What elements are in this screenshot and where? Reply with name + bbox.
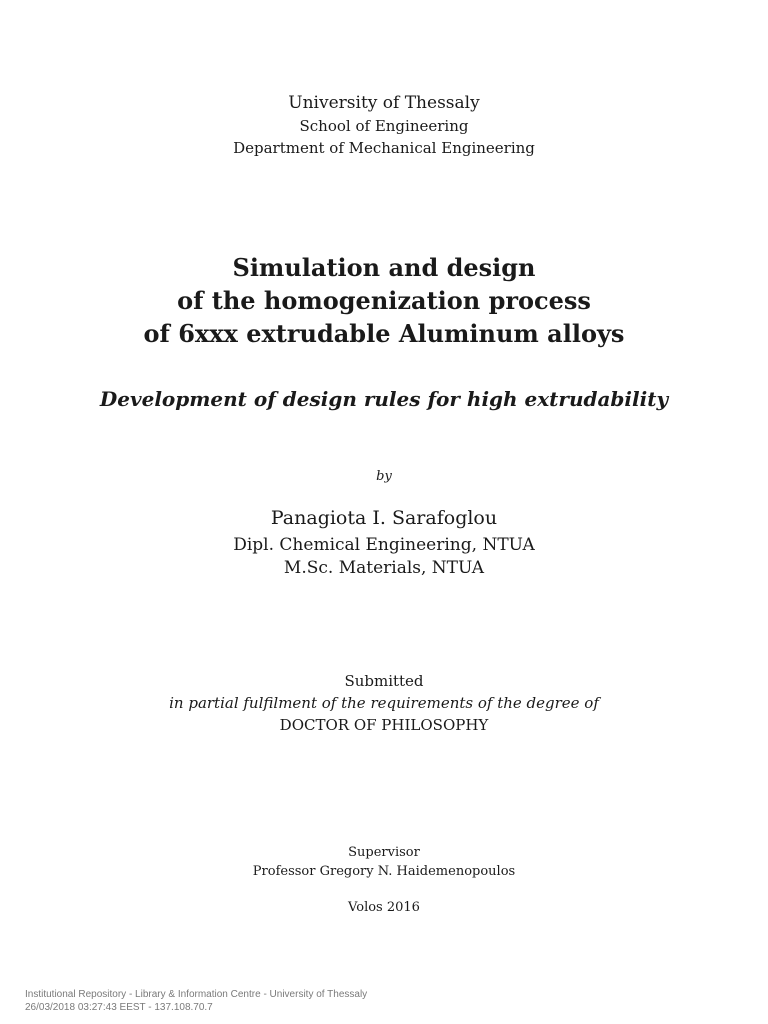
- thesis-title-line-3: of 6xxx extrudable Aluminum alloys: [143, 319, 625, 348]
- repository-footer-line-2: 26/03/2018 03:27:43 EEST - 137.108.70.7: [25, 1002, 213, 1013]
- author-name: Panagiota I. Sarafoglou: [270, 507, 498, 529]
- department-name: Department of Mechanical Engineering: [233, 139, 535, 157]
- repository-footer-line-1: Institutional Repository - Library & Information Centre - University of Thessaly: [25, 989, 368, 1000]
- submitted-label: Submitted: [344, 672, 424, 690]
- partial-fulfilment-text: in partial fulfilment of the requirements of the degree of: [169, 694, 599, 712]
- supervisor-name: Professor Gregory N. Haidemenopoulos: [252, 864, 516, 879]
- place-and-year: Volos 2016: [348, 900, 420, 915]
- supervisor-label: Supervisor: [348, 845, 420, 860]
- thesis-title-line-2: of the homogenization process: [177, 286, 591, 315]
- university-name: University of Thessaly: [288, 93, 480, 113]
- thesis-title-line-1: Simulation and design: [232, 253, 536, 282]
- by-label: by: [376, 469, 392, 484]
- degree-name: DOCTOR OF PHILOSOPHY: [279, 716, 489, 734]
- author-credential-2: M.Sc. Materials, NTUA: [283, 558, 485, 578]
- school-name: School of Engineering: [299, 117, 469, 135]
- thesis-subtitle: Development of design rules for high extrudability: [99, 387, 669, 411]
- author-credential-1: Dipl. Chemical Engineering, NTUA: [233, 535, 535, 555]
